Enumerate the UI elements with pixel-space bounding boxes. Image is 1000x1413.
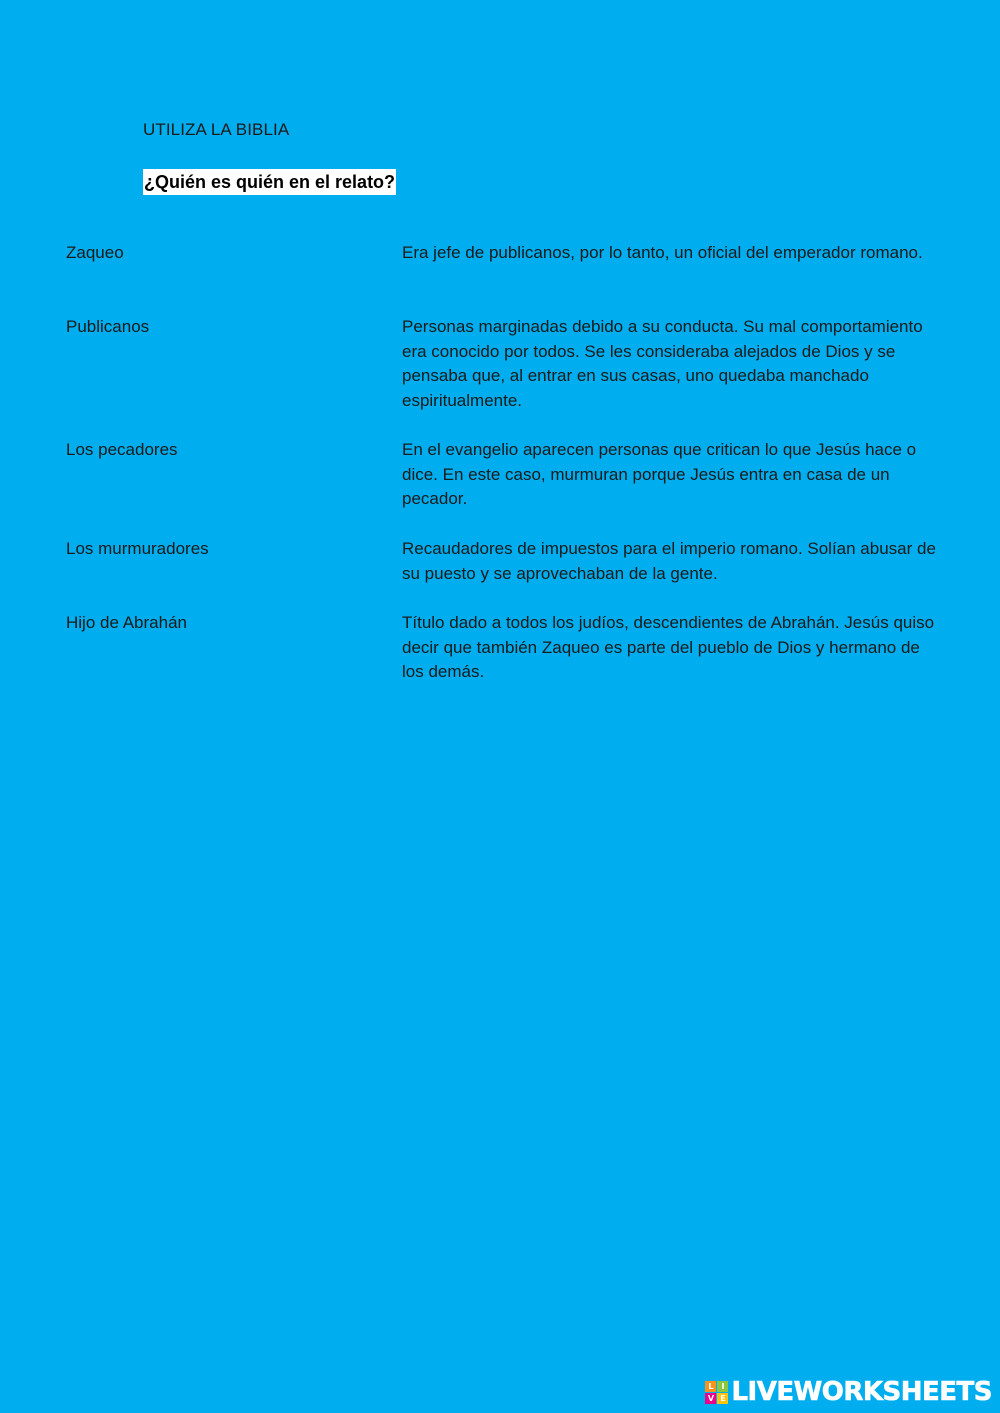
logo-badge-letter: L xyxy=(705,1381,716,1392)
term-label: Hijo de Abrahán xyxy=(66,613,187,632)
term-label: Los pecadores xyxy=(66,440,178,459)
logo-badge-letter: V xyxy=(705,1393,716,1404)
instruction-text: UTILIZA LA BIBLIA xyxy=(143,120,290,139)
question-heading: ¿Quién es quién en el relato? xyxy=(143,169,396,195)
term-label: Los murmuradores xyxy=(66,539,209,558)
logo-text: LIVEWORKSHEETS xyxy=(731,1377,992,1407)
definition-text: Era jefe de publicanos, por lo tanto, un oficial del emperador romano. xyxy=(402,243,923,262)
logo-badge-letter: I xyxy=(717,1381,728,1392)
definition-text: Título dado a todos los judíos, descendientes de Abrahán. Jesús quiso decir que también Zaqueo es parte del pueblo de Dios y hermano de los demás. xyxy=(402,613,935,682)
definition-text: En el evangelio aparecen personas que critican lo que Jesús hace o dice. En este caso, murmuran porque Jesús entra en casa de un pecador. xyxy=(402,440,917,509)
liveworksheets-logo[interactable] xyxy=(705,1377,992,1407)
logo-badge-icon xyxy=(705,1381,728,1404)
term-label: Publicanos xyxy=(66,317,150,336)
logo-badge-letter: E xyxy=(717,1393,728,1404)
definition-text: Personas marginadas debido a su conducta. Su mal comportamiento era conocido por todos. Se les consideraba alejados de Dios y se pensaba que, al entrar en sus casas, uno quedaba manchado espiritualmente. xyxy=(402,317,923,410)
term-label: Zaqueo xyxy=(66,243,124,262)
definition-text: Recaudadores de impuestos para el imperio romano. Solían abusar de su puesto y se aprovechaban de la gente. xyxy=(402,539,936,583)
